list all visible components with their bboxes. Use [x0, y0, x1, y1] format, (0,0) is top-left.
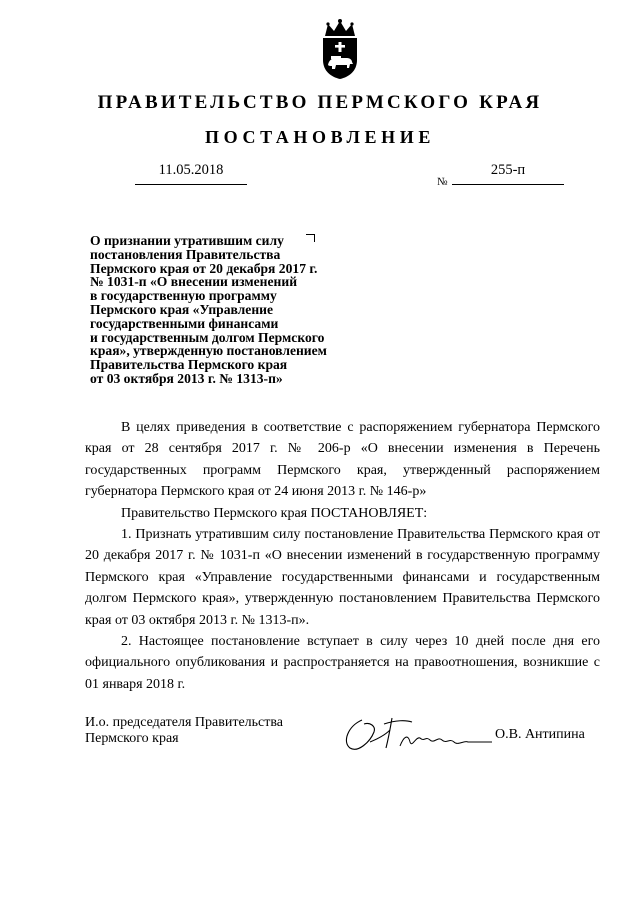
- subject-line: О признании утратившим силу: [90, 233, 284, 248]
- subject-line: и государственным долгом Пермского: [90, 329, 325, 345]
- document-type: ПОСТАНОВЛЕНИЕ: [205, 127, 435, 147]
- subject-line: № 1031-п «О внесении изменений: [90, 274, 298, 290]
- handwritten-signature: [340, 712, 510, 756]
- subject-line: государственными финансами: [90, 315, 279, 331]
- perm-krai-coat-of-arms-icon: [319, 18, 361, 80]
- body-paragraph: В целях приведения в соответствие с распоряжением губернатора Пермского края от 28 сентября 2017 г. № 206-р «О внесении изменения в Перечень государственных программ Пермского края, утвержденный распоряжением губернатора Пермского края от 24 июня 2013 г. № 146-р»: [85, 420, 600, 500]
- document-number: 255-п: [490, 162, 526, 178]
- body-paragraph: 2. Настоящее постановление вступает в силу через 10 дней после дня его официального опубликования и распространяется на правоотношения, возникшие с 01 января 2018 г.: [85, 634, 600, 692]
- number-underline: [452, 184, 564, 185]
- subject-line: Пермского края «Управление: [90, 301, 274, 317]
- subject-line: Пермского края от 20 декабря 2017 г.: [90, 260, 318, 276]
- subject-line: постановления Правительства: [90, 246, 281, 262]
- body-paragraph: Правительство Пермского края ПОСТАНОВЛЯЕТ:: [121, 505, 428, 521]
- subject-corner-mark: [306, 234, 315, 242]
- signer-name: О.В. Антипина: [495, 727, 585, 742]
- number-sign: №: [437, 176, 448, 188]
- subject-line: края», утвержденную постановлением: [90, 343, 327, 359]
- signer-position-line: И.о. председателя Правительства: [85, 715, 284, 730]
- organization-title: ПРАВИТЕЛЬСТВО ПЕРМСКОГО КРАЯ: [97, 92, 543, 113]
- date-underline: [135, 184, 247, 185]
- document-body: [85, 417, 600, 695]
- subject-line: в государственную программу: [90, 288, 277, 304]
- signer-position: [85, 715, 325, 747]
- signer-position-line: Пермского края: [85, 731, 179, 746]
- document-date: 11.05.2018: [158, 162, 224, 178]
- body-paragraph: 1. Признать утратившим силу постановление Правительства Пермского края от 20 декабря 2017 г. № 1031-п «О внесении изменений в государственную программу Пермского края «Управление государственными финансами и государственным долгом Пермского края», утвержденную постановлением Правительства Пермского края от 03 октября 2013 г. № 1313-п».: [85, 527, 600, 628]
- document-subject: [90, 234, 390, 386]
- subject-line: от 03 октября 2013 г. № 1313-п»: [90, 370, 283, 386]
- subject-line: Правительства Пермского края: [90, 357, 288, 373]
